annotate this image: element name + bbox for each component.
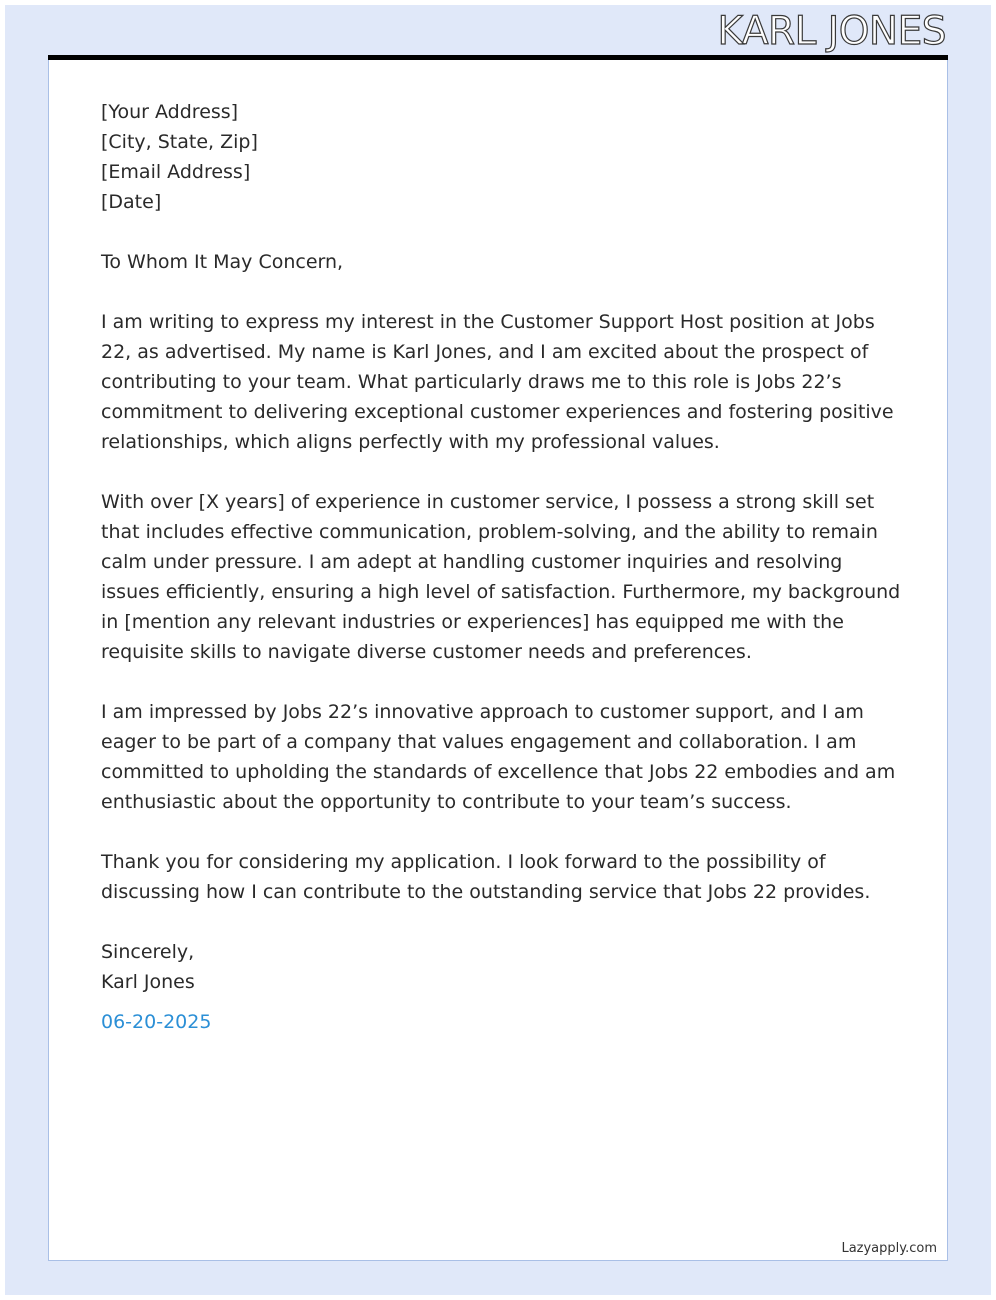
- salutation: To Whom It May Concern,: [101, 251, 344, 273]
- valediction: Sincerely,: [101, 941, 195, 963]
- address-line: [Your Address]: [101, 101, 239, 123]
- city-state-zip-line: [City, State, Zip]: [101, 131, 258, 153]
- candidate-name-heading: KARL JONES: [717, 9, 946, 54]
- letter-page: [48, 60, 948, 1261]
- lazyapply-watermark: Lazyapply.com: [841, 1241, 937, 1256]
- date-placeholder-line: [Date]: [101, 191, 162, 213]
- closing-block: [101, 937, 901, 1037]
- paragraph-intro: I am writing to express my interest in the Customer Support Host position at Jobs 22, as advertised. My name is Karl Jones, and I am excited about the prospect of contributing to your team. What particularly draws me to this role is Jobs 22’s commitment to delivering exceptional customer experiences and fostering positive relationships, which aligns perfectly with my professional values.: [101, 311, 894, 453]
- address-block: [101, 97, 901, 217]
- paragraph-thanks: Thank you for considering my application. I look forward to the possibility of discussing how I can contribute to the outstanding service that Jobs 22 provides.: [101, 851, 871, 903]
- signature-date: 06-20-2025: [101, 1011, 212, 1033]
- signature-name: Karl Jones: [101, 971, 195, 993]
- letter-body: [101, 97, 901, 1037]
- paragraph-experience: With over [X years] of experience in customer service, I possess a strong skill set that includes effective communication, problem-solving, and the ability to remain calm under pressure. I am adept at handling customer inquiries and resolving issues efficiently, ensuring a high level of satisfaction. Furthermore, my background in [mention any relevant industries or experiences] has equipped me with the requisite skills to navigate diverse customer needs and preferences.: [101, 491, 901, 663]
- email-line: [Email Address]: [101, 161, 251, 183]
- paragraph-company-fit: I am impressed by Jobs 22’s innovative approach to customer support, and I am eager to be part of a company that values engagement and collaboration. I am committed to upholding the standards of excellence that Jobs 22 embodies and am enthusiastic about the opportunity to contribute to your team’s success.: [101, 701, 896, 813]
